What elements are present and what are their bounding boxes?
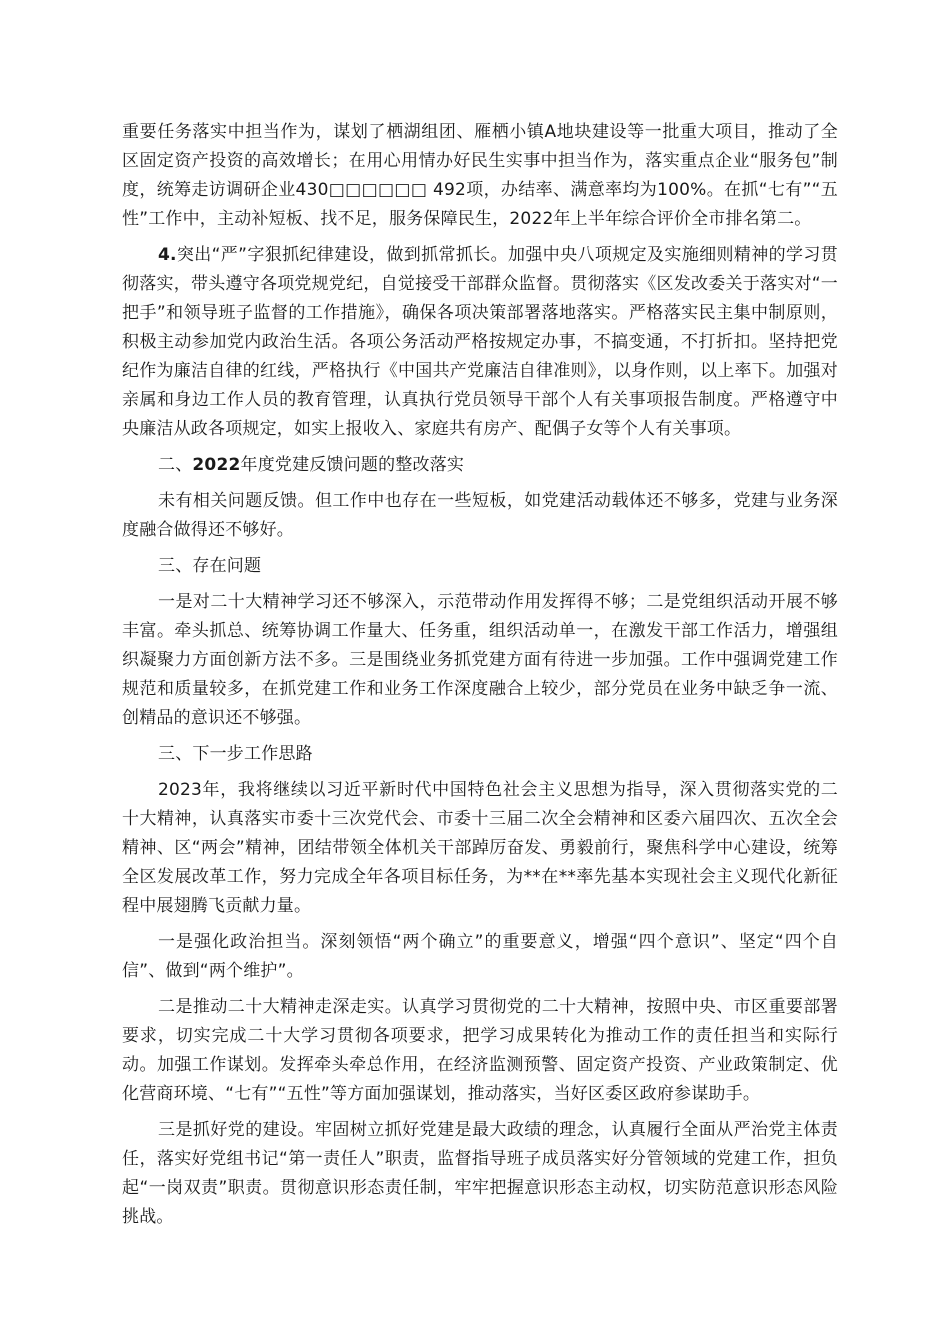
paragraph-problems: 一是对二十大精神学习还不够深入，示范带动作用发挥得不够；二是党组织活动开展不够丰富。牵头抓总、统筹协调工作量大、任务重，组织活动单一，在激发干部工作活力，增强组织凝聚力方面创新方法不多。三是围绕业务抓党建方面有待进一步加强。工作中强调党建工作规范和质量较多，在抓党建工作和业务工作深度融合上较少，部分党员在业务中缺乏争一流、创精品的意识还不够强。 — [122, 592, 838, 728]
item-title: 突出“严”字狠抓纪律建设， — [176, 245, 387, 265]
heading-prefix: 二、 — [158, 455, 193, 475]
heading-year: 2022 — [192, 455, 241, 475]
item-number: 4. — [158, 245, 177, 265]
item-body: 做到抓常抓长。加强中央八项规定及实施细则精神的学习贯彻落实，带头遵守各项党规党纪，自觉接受干部群众监督。贯彻落实《区发改委关于落实对“一把手”和领导班子监督的工作措施》，确保各项决策部署落地落实。严格落实民主集中制原则，积极主动参加党内政治生活。各项公务活动严格按规定办事，不搞变通，不打折扣。坚持把党纪作为廉洁自律的红线，严格执行《中国共产党廉洁自律准则》，以身作则，以上率下。加强对亲属和身边工作人员的教育管理，认真执行党员领导干部个人有关事项报告制度。严格遵守中央廉洁从政各项规定，如实上报收入、家庭共有房产、配偶子女等个人有关事项。 — [122, 245, 838, 439]
paragraph-feedback: 未有相关问题反馈。但工作中也存在一些短板，如党建活动载体还不够多，党建与业务深度融合做得还不够好。 — [122, 491, 838, 540]
section-heading-problems: 三、存在问题 — [158, 556, 262, 576]
paragraph-discipline — [122, 241, 838, 444]
section-heading-rectification — [122, 451, 838, 480]
paragraph-party-building: 三是抓好党的建设。牢固树立抓好党建是最大政绩的理念，认真履行全面从严治党主体责任，落实好党组书记“第一责任人”职责，监督指导班子成员落实好分管领域的党建工作，担负起“一岗双责”职责。贯彻意识形态责任制，牢牢把握意识形态主动权，切实防范意识形态风险挑战。 — [122, 1120, 838, 1227]
document-body — [122, 118, 838, 1239]
heading-rest: 年度党建反馈问题的整改落实 — [240, 455, 465, 475]
paragraph-twentieth-congress: 二是推动二十大精神走深走实。认真学习贯彻党的二十大精神，按照中央、市区重要部署要求，切实完成二十大学习贯彻各项要求，把学习成果转化为推动工作的责任担当和实际行动。加强工作谋划。发挥牵头牵总作用，在经济监测预警、固定资产投资、产业政策制定、优化营商环境、“七有”“五性”等方面加强谋划，推动落实，当好区委区政府参谋助手。 — [122, 997, 838, 1104]
paragraph-political: 一是强化政治担当。深刻领悟“两个确立”的重要意义，增强“四个意识”、坚定“四个自信”、做到“两个维护”。 — [122, 932, 838, 981]
paragraph-continued: 重要任务落实中担当作为，谋划了栖湖组团、雁栖小镇A地块建设等一批重大项目，推动了全区固定资产投资的高效增长；在用心用情办好民生实事中担当作为，落实重点企业“服务包”制度，统筹走访调研企业430□□□□□□ 492项，办结率、满意率均为100%。在抓“七有”“五性”工作中，主动补短板、找不足，服务保障民生，2022年上半年综合评价全市排名第二。 — [122, 122, 838, 229]
paragraph-2023-plan: 2023年，我将继续以习近平新时代中国特色社会主义思想为指导，深入贯彻落实党的二十大精神，认真落实市委十三次党代会、市委十三届二次全会精神和区委六届四次、五次全会精神、区“两会”精神，团结带领全体机关干部踔厉奋发、勇毅前行，聚焦科学中心建设，统筹全区发展改革工作，努力完成全年各项目标任务，为**在**率先基本实现社会主义现代化新征程中展翅腾飞贡献力量。 — [122, 780, 838, 916]
section-heading-next-steps: 三、下一步工作思路 — [158, 744, 313, 764]
